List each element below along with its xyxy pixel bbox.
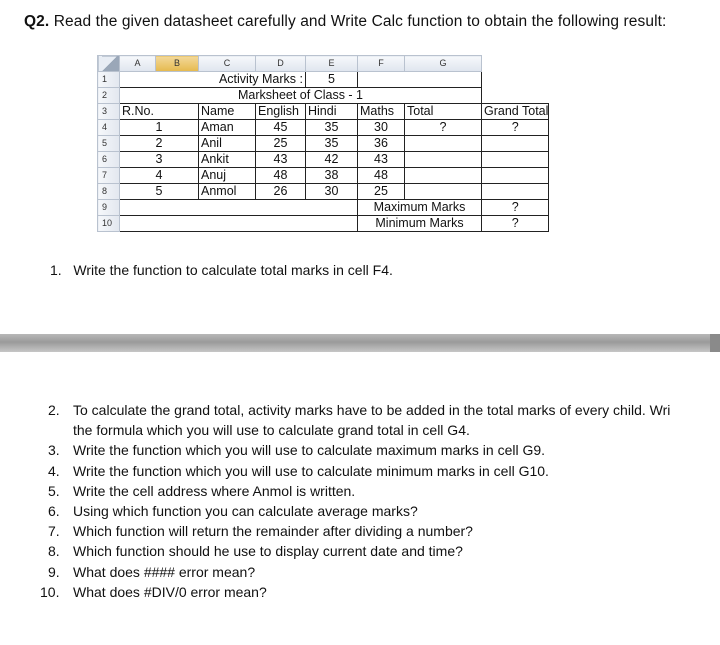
cell-rno[interactable]: 5 xyxy=(120,184,199,200)
spreadsheet xyxy=(97,55,549,232)
column-header-b[interactable]: B xyxy=(156,56,199,72)
cell-b1[interactable] xyxy=(156,72,199,88)
row-header[interactable]: 7 xyxy=(98,168,120,184)
sheet-row-9 xyxy=(98,200,549,216)
header-name[interactable]: Name xyxy=(199,104,256,120)
question-number: 9. xyxy=(48,563,60,580)
cell-name[interactable]: Anil xyxy=(199,136,256,152)
cell-hindi[interactable]: 35 xyxy=(306,136,358,152)
cell-name[interactable]: Ankit xyxy=(199,152,256,168)
table-row xyxy=(98,184,549,200)
list-item xyxy=(48,461,670,481)
question-text: Read the given datasheet carefully and Write Calc function to obtain the following result: xyxy=(53,13,667,30)
question-text: Write the function which you will use to calculate maximum marks in cell G9. xyxy=(73,442,546,459)
column-header-row xyxy=(98,56,549,72)
question-text: Using which function you can calculate average marks? xyxy=(73,503,418,520)
column-header-d[interactable]: D xyxy=(256,56,306,72)
list-item xyxy=(48,501,670,521)
minimum-marks-label[interactable]: Minimum Marks xyxy=(358,216,482,232)
cell-maths[interactable]: 43 xyxy=(358,152,405,168)
column-header-c[interactable]: C xyxy=(199,56,256,72)
table-row xyxy=(98,152,549,168)
header-maths[interactable]: Maths xyxy=(358,104,405,120)
cell-total[interactable] xyxy=(405,168,482,184)
row-header[interactable]: 10 xyxy=(98,216,120,232)
cell-hindi[interactable]: 42 xyxy=(306,152,358,168)
cell-rno[interactable]: 1 xyxy=(120,120,199,136)
cell-maths[interactable]: 25 xyxy=(358,184,405,200)
question-list xyxy=(40,400,671,602)
select-all-corner[interactable] xyxy=(98,56,120,72)
blank-area[interactable] xyxy=(120,200,358,216)
minimum-marks-value[interactable]: ? xyxy=(482,216,549,232)
question-number: 7. xyxy=(48,523,60,540)
header-english[interactable]: English xyxy=(256,104,306,120)
activity-marks-value[interactable]: 5 xyxy=(306,72,358,88)
list-item xyxy=(40,582,670,602)
question-text: To calculate the grand total, activity marks have to be added in the total marks of every child. Wri xyxy=(73,402,671,418)
cell-english[interactable]: 26 xyxy=(256,184,306,200)
question-number: 5. xyxy=(48,482,60,499)
question-number: 10. xyxy=(40,583,60,600)
cell-grand-total[interactable] xyxy=(482,184,549,200)
header-grand-total[interactable]: Grand Total xyxy=(482,104,549,120)
question-text: Write the cell address where Anmol is written. xyxy=(73,482,356,499)
list-item xyxy=(48,541,670,561)
cell-total[interactable] xyxy=(405,136,482,152)
column-header-e[interactable]: E xyxy=(306,56,358,72)
marksheet-title[interactable]: Marksheet of Class - 1 xyxy=(120,88,482,104)
cell-grand-total[interactable] xyxy=(482,136,549,152)
row-header[interactable]: 6 xyxy=(98,152,120,168)
marksheet-table xyxy=(97,55,549,232)
cell-english[interactable]: 25 xyxy=(256,136,306,152)
page-divider xyxy=(0,334,720,352)
header-rno[interactable]: R.No. xyxy=(120,104,199,120)
question-number: 8. xyxy=(48,543,60,560)
question-label: Q2. xyxy=(24,13,50,30)
row-header[interactable]: 3 xyxy=(98,104,120,120)
cell-english[interactable]: 45 xyxy=(256,120,306,136)
question-number: 4. xyxy=(48,462,60,479)
sheet-row-3 xyxy=(98,104,549,120)
cell-rno[interactable]: 4 xyxy=(120,168,199,184)
question-text: What does #### error mean? xyxy=(73,563,256,580)
cell-maths[interactable]: 36 xyxy=(358,136,405,152)
cell-f1[interactable] xyxy=(358,72,405,88)
table-row xyxy=(98,168,549,184)
cell-name[interactable]: Anmol xyxy=(199,184,256,200)
cell-rno[interactable]: 3 xyxy=(120,152,199,168)
list-item xyxy=(48,521,670,541)
cell-hindi[interactable]: 30 xyxy=(306,184,358,200)
row-header[interactable]: 8 xyxy=(98,184,120,200)
cell-hindi[interactable]: 38 xyxy=(306,168,358,184)
cell-total[interactable]: ? xyxy=(405,120,482,136)
list-item xyxy=(48,481,670,501)
question-number: 1. xyxy=(50,262,62,278)
question-text: Which function should he use to display current date and time? xyxy=(73,543,463,560)
cell-grand-total[interactable] xyxy=(482,152,549,168)
row-header[interactable]: 2 xyxy=(98,88,120,104)
divider-cap xyxy=(710,334,720,352)
row-header[interactable]: 4 xyxy=(98,120,120,136)
maximum-marks-label[interactable]: Maximum Marks xyxy=(358,200,482,216)
question-number: 3. xyxy=(48,442,60,459)
cell-hindi[interactable]: 35 xyxy=(306,120,358,136)
cell-english[interactable]: 48 xyxy=(256,168,306,184)
header-hindi[interactable]: Hindi xyxy=(306,104,358,120)
cell-name[interactable]: Aman xyxy=(199,120,256,136)
table-row xyxy=(98,136,549,152)
question-number: 2. xyxy=(48,402,60,418)
question-text: Write the function to calculate total marks in cell F4. xyxy=(73,262,393,278)
table-row xyxy=(98,120,549,136)
cell-total[interactable] xyxy=(405,152,482,168)
cell-rno[interactable]: 2 xyxy=(120,136,199,152)
cell-maths[interactable]: 30 xyxy=(358,120,405,136)
cell-g1[interactable] xyxy=(405,72,482,88)
row-header[interactable]: 1 xyxy=(98,72,120,88)
maximum-marks-value[interactable]: ? xyxy=(482,200,549,216)
sheet-row-10 xyxy=(98,216,549,232)
activity-marks-label[interactable]: Activity Marks : xyxy=(199,72,306,88)
sheet-row-2 xyxy=(98,88,549,104)
cell-grand-total[interactable]: ? xyxy=(482,120,549,136)
list-item xyxy=(48,440,670,460)
list-item xyxy=(48,562,670,582)
column-header-g[interactable]: G xyxy=(405,56,482,72)
question-text: What does #DIV/0 error mean? xyxy=(73,583,267,600)
sheet-row-1 xyxy=(98,72,549,88)
cell-english[interactable]: 43 xyxy=(256,152,306,168)
question-text: Write the function which you will use to calculate minimum marks in cell G10. xyxy=(73,462,549,479)
cell-maths[interactable]: 48 xyxy=(358,168,405,184)
question-heading xyxy=(24,13,666,31)
cell-total[interactable] xyxy=(405,184,482,200)
question-text: Which function will return the remainder after dividing a number? xyxy=(73,523,473,540)
list-item xyxy=(48,400,670,440)
row-header[interactable]: 9 xyxy=(98,200,120,216)
cell-name[interactable]: Anuj xyxy=(199,168,256,184)
blank-area[interactable] xyxy=(120,216,358,232)
header-total[interactable]: Total xyxy=(405,104,482,120)
row-header[interactable]: 5 xyxy=(98,136,120,152)
column-header-f[interactable]: F xyxy=(358,56,405,72)
cell-a1[interactable] xyxy=(120,72,156,88)
question-number: 6. xyxy=(48,503,60,520)
question-1 xyxy=(50,262,393,278)
question-text: the formula which you will use to calculate grand total in cell G4. xyxy=(73,422,470,439)
cell-grand-total[interactable] xyxy=(482,168,549,184)
column-header-a[interactable]: A xyxy=(120,56,156,72)
